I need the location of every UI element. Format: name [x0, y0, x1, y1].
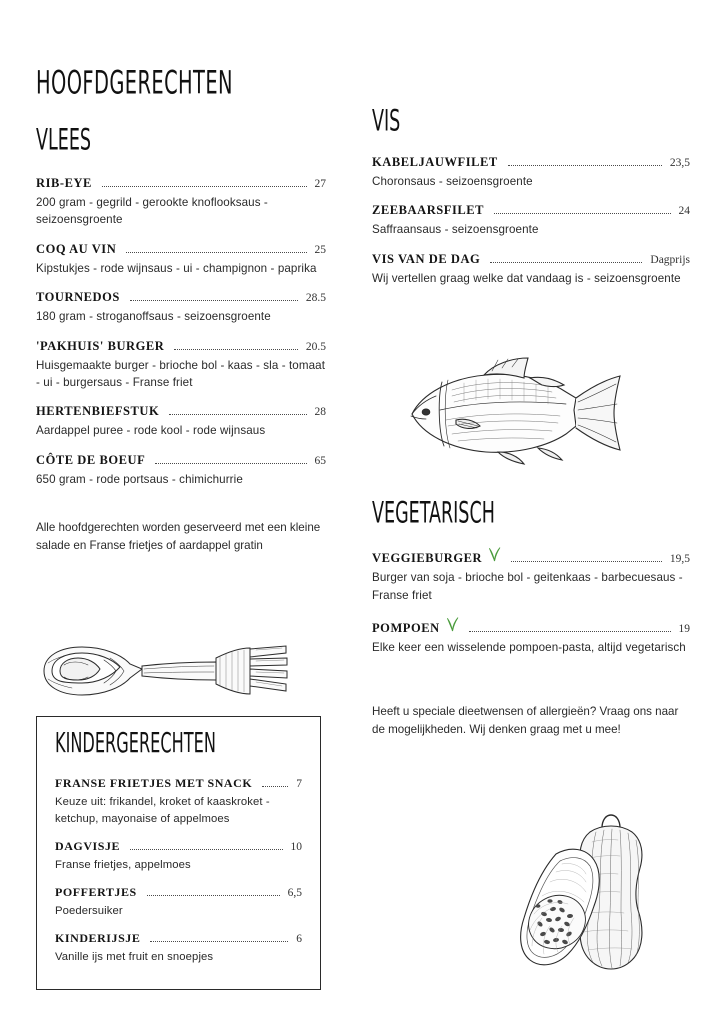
menu-item-name: ZEEBAARSFILET	[372, 203, 485, 218]
menu-item-header	[372, 203, 690, 218]
menu-item-header	[36, 404, 326, 419]
dotted-leader	[169, 414, 306, 415]
kids-item-list	[55, 776, 302, 966]
menu-item-name: COQ AU VIN	[36, 241, 117, 256]
page-title: HOOFDGERECHTEN	[36, 65, 233, 102]
menu-item-price: 24	[678, 205, 690, 218]
menu-item-name: VEGGIEBURGER	[372, 551, 483, 566]
menu-item-name: FRANSE FRIETJES MET SNACK	[55, 776, 253, 790]
menu-item	[372, 252, 690, 287]
menu-item-price: 19	[678, 622, 690, 635]
menu-item-name: KINDERIJSJE	[55, 930, 141, 945]
dotted-leader	[155, 463, 306, 464]
menu-item-header	[372, 155, 690, 170]
menu-item	[36, 290, 326, 325]
menu-item-name: 'PAKHUIS' BURGER	[36, 338, 165, 353]
dotted-leader	[130, 849, 282, 850]
menu-item	[55, 839, 302, 874]
menu-item	[55, 931, 302, 966]
menu-item-name: POMPOEN	[372, 620, 440, 635]
menu-item-name: HERTENBIEFSTUK	[36, 404, 160, 419]
menu-item-description: 650 gram - rode portsaus - chimichurrie	[36, 472, 243, 486]
vegetarian-leaf-icon	[488, 547, 501, 562]
menu-item-price: 23,5	[669, 157, 690, 169]
vegetarian-item-list	[372, 547, 690, 656]
menu-item-description: Burger van soja - brioche bol - geitenkaas - barbecuesaus - Franse friet	[372, 571, 683, 602]
menu-item-header	[36, 453, 326, 468]
menu-item-name: KABELJAUWFILET	[372, 155, 498, 169]
meat-footnote: Alle hoofdgerechten worden geserveerd met een kleine salade en Franse frietjes of aardappel gratin	[36, 521, 321, 553]
menu-item-header	[36, 290, 326, 305]
menu-item-name: RIB-EYE	[36, 176, 92, 190]
dotted-leader	[150, 941, 288, 942]
menu-item-header	[36, 242, 326, 257]
dotted-leader	[262, 786, 288, 787]
menu-item	[372, 203, 690, 238]
dotted-leader	[469, 631, 671, 632]
menu-item-description: Saffraansaus - seizoensgroente	[372, 223, 539, 237]
menu-item-description: Huisgemaakte burger - brioche bol - kaas - sla - tomaat - ui - burgersaus - Franse friet	[36, 358, 326, 389]
menu-item-price: 28.5	[305, 292, 326, 305]
menu-item-header	[372, 547, 690, 566]
menu-item-header	[372, 252, 690, 267]
menu-item-price: 7	[296, 778, 302, 790]
section-heading-fish: VIS	[372, 103, 401, 138]
menu-item-description: Franse frietjes, appelmoes	[55, 858, 191, 871]
menu-item	[36, 404, 326, 439]
menu-item-description: 200 gram - gegrild - gerookte knoflooksaus - seizoensgroente	[36, 196, 268, 227]
menu-item	[36, 242, 326, 277]
menu-item	[55, 776, 302, 828]
menu-item	[36, 176, 326, 229]
menu-item-price: 28	[314, 406, 326, 419]
menu-item-header	[36, 339, 326, 354]
menu-item-description: Kipstukjes - rode wijnsaus - ui - champignon - paprika	[36, 261, 317, 275]
menu-item-price: 25	[314, 243, 326, 256]
fish-item-list	[372, 155, 690, 287]
menu-item	[372, 547, 690, 604]
menu-item	[372, 155, 690, 190]
menu-item-description: Aardappel puree - rode kool - rode wijnsaus	[36, 424, 266, 438]
menu-item-description: 180 gram - stroganoffsaus - seizoensgroente	[36, 310, 271, 324]
menu-item-header	[55, 885, 302, 900]
section-heading-meat: VLEES	[36, 122, 92, 157]
dotted-leader	[490, 262, 642, 263]
meat-item-list	[36, 176, 326, 488]
menu-item-name: TOURNEDOS	[36, 290, 120, 305]
menu-item-price: 20.5	[305, 340, 326, 353]
dotted-leader	[508, 165, 662, 166]
allergy-footnote: Heeft u speciale dieetwensen of allergieën? Vraag ons naar de mogelijkheden. Wij denken graag met u mee!	[372, 705, 679, 737]
menu-item-description: Keuze uit: frikandel, kroket of kaaskroket - ketchup, mayonaise of appelmoes	[55, 796, 270, 825]
menu-item	[36, 339, 326, 392]
menu-item-price: Dagprijs	[650, 253, 690, 266]
left-column	[36, 65, 326, 555]
menu-item-description: Elke keer een wisselende pompoen-pasta, altijd vegetarisch	[372, 640, 686, 654]
dotted-leader	[511, 561, 662, 562]
menu-item	[55, 885, 302, 920]
menu-item-price: 10	[290, 840, 302, 853]
fish-illustration	[398, 352, 628, 472]
menu-item-name: POFFERTJES	[55, 884, 137, 899]
section-heading-vegetarian: VEGETARISCH	[372, 495, 495, 530]
dotted-leader	[130, 300, 298, 301]
menu-item-name: VIS VAN DE DAG	[372, 251, 481, 266]
dotted-leader	[126, 252, 306, 253]
menu-item-header	[36, 176, 326, 191]
section-heading-kids: KINDERGERECHTEN	[55, 728, 216, 760]
menu-item-price: 27	[314, 178, 326, 190]
menu-item-description: Choronsaus - seizoensgroente	[372, 175, 533, 188]
menu-item-price: 6	[296, 932, 302, 945]
menu-item	[36, 453, 326, 488]
menu-item-name: DAGVISJE	[55, 838, 121, 853]
menu-item-price: 65	[314, 454, 326, 467]
menu-item-description: Wij vertellen graag welke dat vandaag is - seizoensgroente	[372, 271, 681, 285]
squash-illustration	[498, 806, 674, 982]
menu-item-header	[372, 617, 690, 636]
dotted-leader	[494, 213, 670, 214]
vegetarian-leaf-icon	[446, 617, 459, 632]
dotted-leader	[102, 186, 307, 187]
kids-menu-box	[36, 716, 321, 990]
menu-item-description: Vanille ijs met fruit en snoepjes	[55, 950, 214, 963]
dotted-leader	[147, 895, 280, 896]
menu-item-header	[55, 931, 302, 946]
menu-item-description: Poedersuiker	[55, 904, 123, 917]
menu-item-name: CÔTE DE BOEUF	[36, 452, 146, 467]
menu-item-price: 6,5	[287, 886, 302, 899]
menu-item	[372, 617, 690, 656]
menu-item-header	[55, 776, 302, 791]
menu-item-price: 19,5	[669, 553, 690, 566]
fork-illustration	[34, 638, 290, 704]
dotted-leader	[174, 349, 298, 350]
menu-item-header	[55, 839, 302, 854]
